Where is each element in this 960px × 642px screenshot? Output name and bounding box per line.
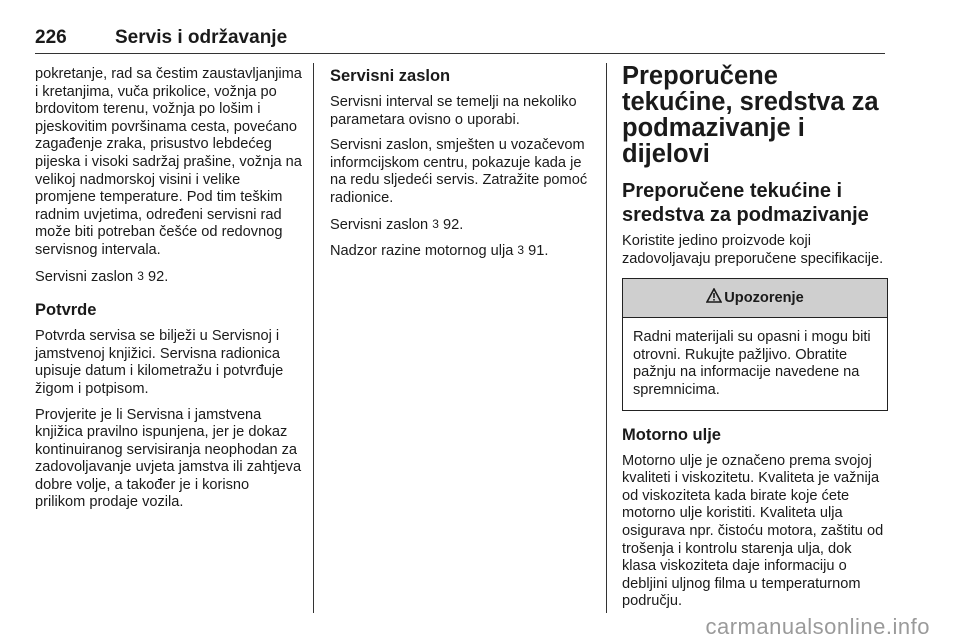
reference-arrow-icon: 3 bbox=[517, 243, 525, 258]
reference-page: 92. bbox=[147, 268, 169, 285]
paragraph: Provjerite je li Servisna i jamstvena knjižica pravilno ispunjena, jer je dokaz kontinuiranog servisiranja neophodan za zadovoljavanje uvjeta jamstva ili zahtjeva dobre volje, a također je i korisno prilikom prodaje vozila. bbox=[35, 406, 302, 511]
reference-page: 91. bbox=[528, 243, 549, 260]
paragraph: Motorno ulje je označeno prema svojoj kvaliteti i viskozitetu. Kvaliteta je važnija od viskoziteta kada birate koje ćete motorno ulje koristiti. Kvaliteta ulja osigurava npr. čistoću motora, zaštitu od trošenja i kontrolu starenja ulja, dok klasa viskoziteta daje informaciju o debljini uljnog filma u temperaturnom području. bbox=[622, 452, 884, 610]
warning-label: Upozorenje bbox=[724, 290, 804, 307]
paragraph: Koristite jedino proizvode koji zadovoljavaju preporučene specifikacije. bbox=[622, 233, 884, 267]
reference-text: Nadzor razine motornog ulja bbox=[330, 243, 514, 260]
warning-header bbox=[623, 279, 887, 318]
column-divider bbox=[606, 63, 607, 613]
section-heading: Servisni zaslon bbox=[330, 67, 451, 85]
column-right bbox=[622, 62, 888, 619]
paragraph: Servisni interval se temelji na nekoliko parametara ovisno o uporabi. bbox=[330, 94, 577, 128]
paragraph: Servisni zaslon, smješten u vozačevom informcijskom centru, pokazuje kada je na redu sljedeći servis. Zatražite pomoć radionice. bbox=[330, 137, 588, 206]
paragraph: pokretanje, rad sa čestim zaustavljanjima i kretanjima, vuča prikolice, vožnja po brdovitom terenu, vožnja po lošim i pjeskovitim površinama cesta, povećano zagađenje zraka, prisustvo lebdećeg pijeska i visoki sadržaj prašine, vožnja na velikoj nadmorskoj visini i velike promjene temperature. Pod tim teškim radnim uvjetima, određeni servisni rad može biti potreban češće od redovnog servisnog intervala. bbox=[35, 66, 302, 258]
reference-text: Servisni zaslon bbox=[35, 268, 134, 285]
page-header bbox=[35, 27, 885, 54]
cross-reference[interactable] bbox=[35, 268, 303, 287]
reference-arrow-icon: 3 bbox=[137, 268, 144, 283]
chapter-title: Preporučene tekućine, sredstva za podmazivanje i dijelovi bbox=[622, 62, 879, 168]
paragraph: Potvrda servisa se bilježi u Servisnoj i jamstvenoj knjižici. Servisna radionica upisuje datum i kilometražu i potvrđuje žigom i potpisom. bbox=[35, 328, 284, 397]
section-title: Preporučene tekućine i sredstva za podmazivanje bbox=[622, 180, 869, 226]
column-left bbox=[35, 66, 303, 520]
page-number: 226 bbox=[35, 27, 67, 48]
warning-triangle-icon bbox=[706, 280, 722, 318]
reference-text: Servisni zaslon bbox=[330, 216, 429, 233]
warning-text: Radni materijali su opasni i mogu biti otrovni. Rukujte pažljivo. Obratite pažnju na informacije navedene na spremnicima. bbox=[633, 329, 871, 398]
page-title: Servis i održavanje bbox=[115, 27, 288, 48]
watermark: carmanualsonline.info bbox=[705, 614, 930, 639]
cross-reference[interactable] bbox=[330, 216, 592, 235]
reference-arrow-icon: 3 bbox=[432, 216, 439, 231]
column-divider bbox=[313, 63, 314, 613]
column-middle bbox=[330, 66, 592, 269]
warning-box bbox=[622, 278, 888, 410]
cross-reference[interactable] bbox=[330, 242, 592, 261]
section-heading: Motorno ulje bbox=[622, 425, 721, 444]
section-heading: Potvrde bbox=[35, 301, 97, 320]
reference-page: 92. bbox=[442, 216, 464, 233]
